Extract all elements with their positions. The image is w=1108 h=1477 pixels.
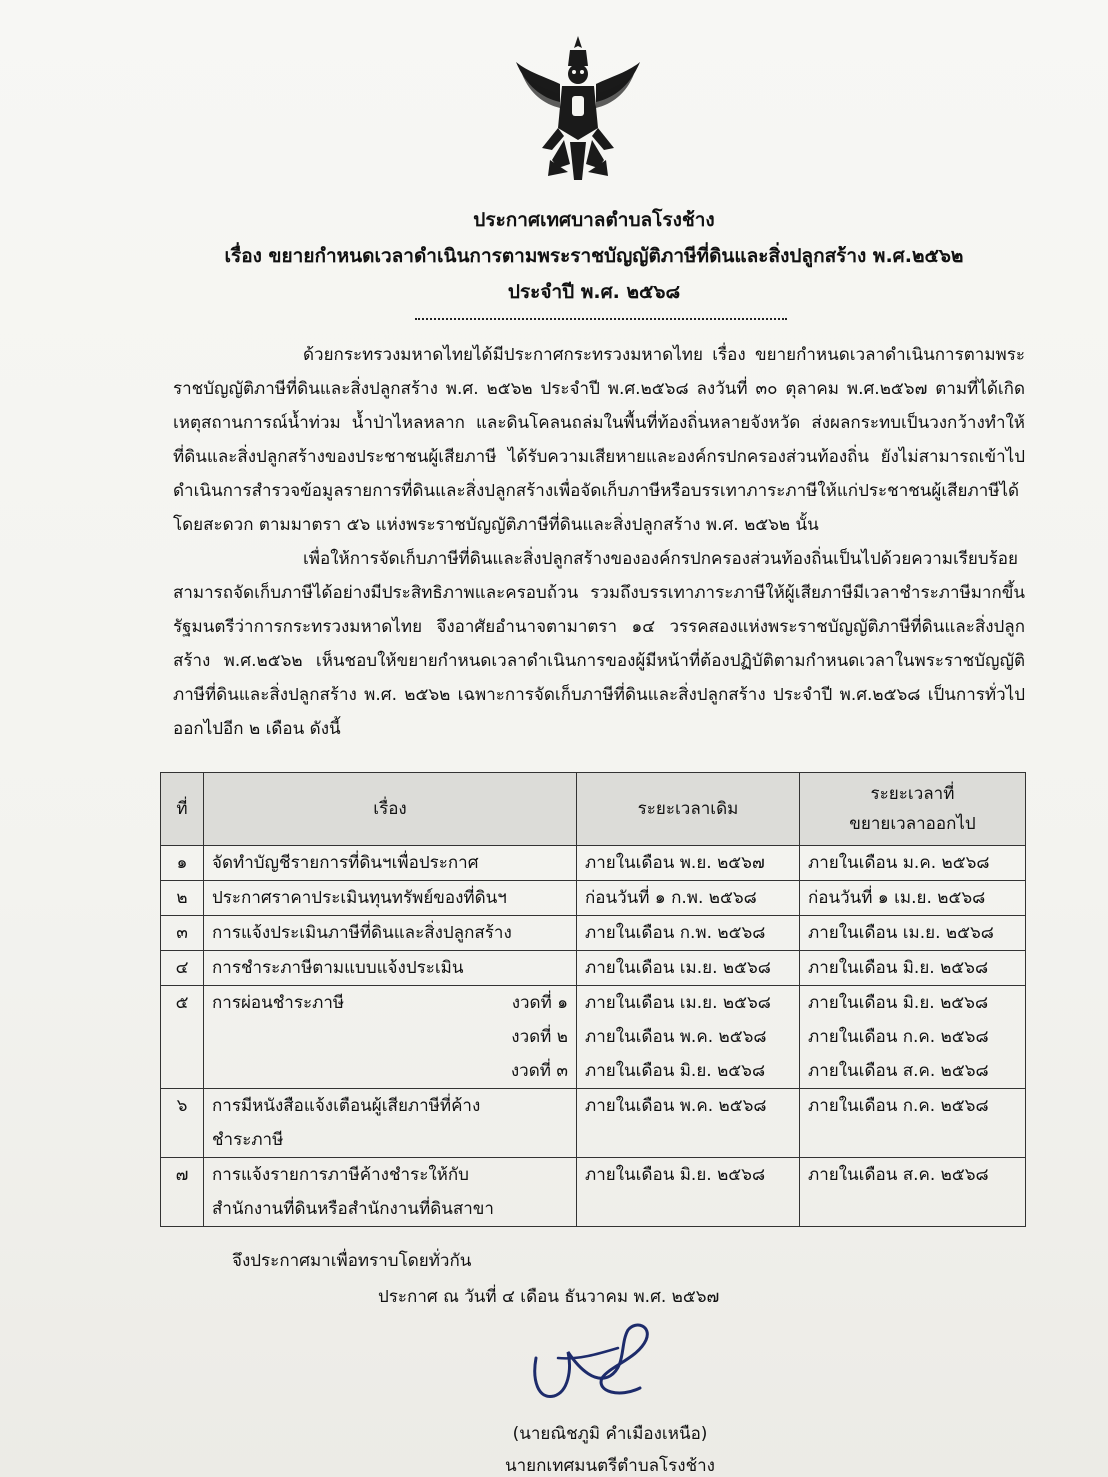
paragraph-2: เพื่อให้การจัดเก็บภาษีที่ดินและสิ่งปลูกสร้างขององค์กรปกครองส่วนท้องถิ่นเป็นไปด้วยความเรียบร้อย สามารถจัดเก็บภาษีได้อย่างมีประสิทธิภาพและครอบถ้วน รวมถึงบรรเทาภาระภาษีให้ผู้เสียภาษีมีเวลาชำระภาษีมากขึ้น รัฐมนตรีว่าการกระทรวงมหาดไทย จึงอาศัยอำนาจตามาตรา ๑๔ วรรคสองแห่งพระราชบัญญัติภาษีที่ดินและสิ่งปลูกสร้าง พ.ศ.๒๕๖๒ เห็นชอบให้ขยายกำหนดเวลาดำเนินการของผู้มีหน้าที่ต้องปฏิบัติตามกำหนดเวลาในพระราชบัญญัติภาษีที่ดินและสิ่งปลูกสร้าง พ.ศ. ๒๕๖๒ เฉพาะการจัดเก็บภาษีที่ดินและสิ่งปลูกสร้าง ประจำปี พ.ศ.๒๕๖๘ เป็นการทั่วไปออกไปอีก ๒ เดือน ดังนี้: [173, 549, 1025, 739]
row-old: ก่อนวันที่ ๑ ก.พ. ๒๕๖๘: [577, 881, 800, 916]
installment-old: ภายในเดือน พ.ค. ๒๕๖๘: [585, 1027, 767, 1047]
row-subject-line2: สำนักงานที่ดินหรือสำนักงานที่ดินสาขา: [212, 1199, 494, 1219]
installment-subject: การผ่อนชำระภาษี: [212, 993, 345, 1013]
installment-label: งวดที่ ๒: [511, 1027, 568, 1047]
row-subject: [204, 1089, 577, 1158]
table-row: [161, 1089, 1026, 1158]
row-new: ภายในเดือน ก.ค. ๒๕๖๘: [800, 1089, 1026, 1158]
header-new-line1: ระยะเวลาที่: [870, 784, 955, 804]
announcement-year: ประจำปี พ.ศ. ๒๕๖๘: [507, 281, 681, 303]
table-row: [161, 846, 1026, 881]
installment-new: ภายในเดือน ก.ค. ๒๕๖๘: [808, 1027, 989, 1047]
row-new: [800, 986, 1026, 1089]
installment-new: ภายในเดือน มิ.ย. ๒๕๖๘: [808, 993, 989, 1013]
table-row: [161, 881, 1026, 916]
garuda-emblem-icon: [508, 32, 648, 187]
row-old: ภายในเดือน มิ.ย. ๒๕๖๘: [577, 1158, 800, 1227]
signatory-name: (นายณิชภูมิ คำเมืองเหนือ): [512, 1424, 708, 1444]
row-new: ภายในเดือน เม.ย. ๒๕๖๘: [800, 916, 1026, 951]
header-num: ที่: [161, 773, 204, 846]
table-header-row: [161, 773, 1026, 846]
paragraph-1: ด้วยกระทรวงมหาดไทยได้มีประกาศกระทรวงมหาดไทย เรื่อง ขยายกำหนดเวลาดำเนินการตามพระราชบัญญัติภาษีที่ดินและสิ่งปลูกสร้าง พ.ศ. ๒๕๖๒ ประจำปี พ.ศ.๒๕๖๘ ลงวันที่ ๓๐ ตุลาคม พ.ศ.๒๕๖๗ ตามที่ได้เกิดเหตุสถานการณ์น้ำท่วม น้ำป่าไหลหลาก และดินโคลนถล่มในพื้นที่ท้องถิ่นหลายจังหวัด ส่งผลกระทบเป็นวงกว้างทำให้ที่ดินและสิ่งปลูกสร้างของประชาชนผู้เสียภาษี ได้รับความเสียหายและองค์กรปกครองส่วนท้องถิ่น ยังไม่สามารถเข้าไปดำเนินการสำรวจข้อมูลรายการที่ดินและสิ่งปลูกสร้างเพื่อจัดเก็บภาษีหรือบรรเทาภาระภาษีให้แก่ประชาชนผู้เสียภาษีได้โดยสะดวก ตามมาตรา ๕๖ แห่งพระราชบัญญัติภาษีที่ดินและสิ่งปลูกสร้าง พ.ศ. ๒๕๖๒ นั้น: [173, 345, 1025, 535]
table-row: [161, 951, 1026, 986]
row-new: ก่อนวันที่ ๑ เม.ย. ๒๕๖๘: [800, 881, 1026, 916]
announcement-date: ประกาศ ณ วันที่ ๔ เดือน ธันวาคม พ.ศ. ๒๕๖๗: [378, 1287, 720, 1307]
row-num: ๗: [161, 1158, 204, 1227]
row-subject-line2: ชำระภาษี: [212, 1130, 284, 1150]
announcement-body: [173, 338, 1025, 746]
row-num: ๓: [161, 916, 204, 951]
dotted-divider: [415, 318, 787, 320]
row-subject: [204, 1158, 577, 1227]
row-subject-line1: การแจ้งรายการภาษีค้างชำระให้กับ: [212, 1165, 469, 1185]
row-subject: [204, 986, 577, 1089]
header-subject: เรื่อง: [204, 773, 577, 846]
installment-new: ภายในเดือน ส.ค. ๒๕๖๘: [808, 1061, 989, 1081]
installment-label: งวดที่ ๑: [511, 993, 568, 1013]
row-subject-line1: การมีหนังสือแจ้งเตือนผู้เสียภาษีที่ค้าง: [212, 1096, 481, 1116]
installment-old: ภายในเดือน มิ.ย. ๒๕๖๘: [585, 1061, 766, 1081]
installment-line: [212, 1020, 568, 1054]
row-subject: การแจ้งประเมินภาษีที่ดินและสิ่งปลูกสร้าง: [204, 916, 577, 951]
row-num: ๖: [161, 1089, 204, 1158]
row-old: ภายในเดือน พ.ย. ๒๕๖๗: [577, 846, 800, 881]
row-num: ๕: [161, 986, 204, 1089]
row-old: ภายในเดือน พ.ค. ๒๕๖๘: [577, 1089, 800, 1158]
closing-statement: จึงประกาศมาเพื่อทราบโดยทั่วกัน: [232, 1251, 472, 1271]
row-subject: การชำระภาษีตามแบบแจ้งประเมิน: [204, 951, 577, 986]
row-new: ภายในเดือน มิ.ย. ๒๕๖๘: [800, 951, 1026, 986]
row-num: ๔: [161, 951, 204, 986]
header-old-period: ระยะเวลาเดิม: [577, 773, 800, 846]
installment-old: ภายในเดือน เม.ย. ๒๕๖๘: [585, 993, 771, 1013]
installment-label: งวดที่ ๓: [510, 1061, 568, 1081]
header-new-line2: ขยายเวลาออกไป: [849, 814, 976, 834]
table-row: [161, 1158, 1026, 1227]
table-row: [161, 916, 1026, 951]
announcement-subject: เรื่อง ขยายกำหนดเวลาดำเนินการตามพระราชบัญญัติภาษีที่ดินและสิ่งปลูกสร้าง พ.ศ.๒๕๖๒: [224, 245, 964, 267]
signatory-title: นายกเทศมนตรีตำบลโรงช้าง: [505, 1456, 715, 1476]
row-old: ภายในเดือน เม.ย. ๒๕๖๘: [577, 951, 800, 986]
row-old: ภายในเดือน ก.พ. ๒๕๖๘: [577, 916, 800, 951]
row-num: ๑: [161, 846, 204, 881]
signature-icon: [528, 1318, 668, 1408]
installment-line: [212, 1054, 568, 1088]
row-subject: จัดทำบัญชีรายการที่ดินฯเพื่อประกาศ: [204, 846, 577, 881]
announcement-org: ประกาศเทศบาลตำบลโรงช้าง: [473, 209, 715, 231]
installment-line: [212, 986, 568, 1020]
table-row-installments: [161, 986, 1026, 1089]
row-old: [577, 986, 800, 1089]
row-subject: ประกาศราคาประเมินทุนทรัพย์ของที่ดินฯ: [204, 881, 577, 916]
row-new: ภายในเดือน ม.ค. ๒๕๖๘: [800, 846, 1026, 881]
header-new-period: [800, 773, 1026, 846]
row-new: ภายในเดือน ส.ค. ๒๕๖๘: [800, 1158, 1026, 1227]
schedule-table: [160, 772, 1026, 1227]
row-num: ๒: [161, 881, 204, 916]
